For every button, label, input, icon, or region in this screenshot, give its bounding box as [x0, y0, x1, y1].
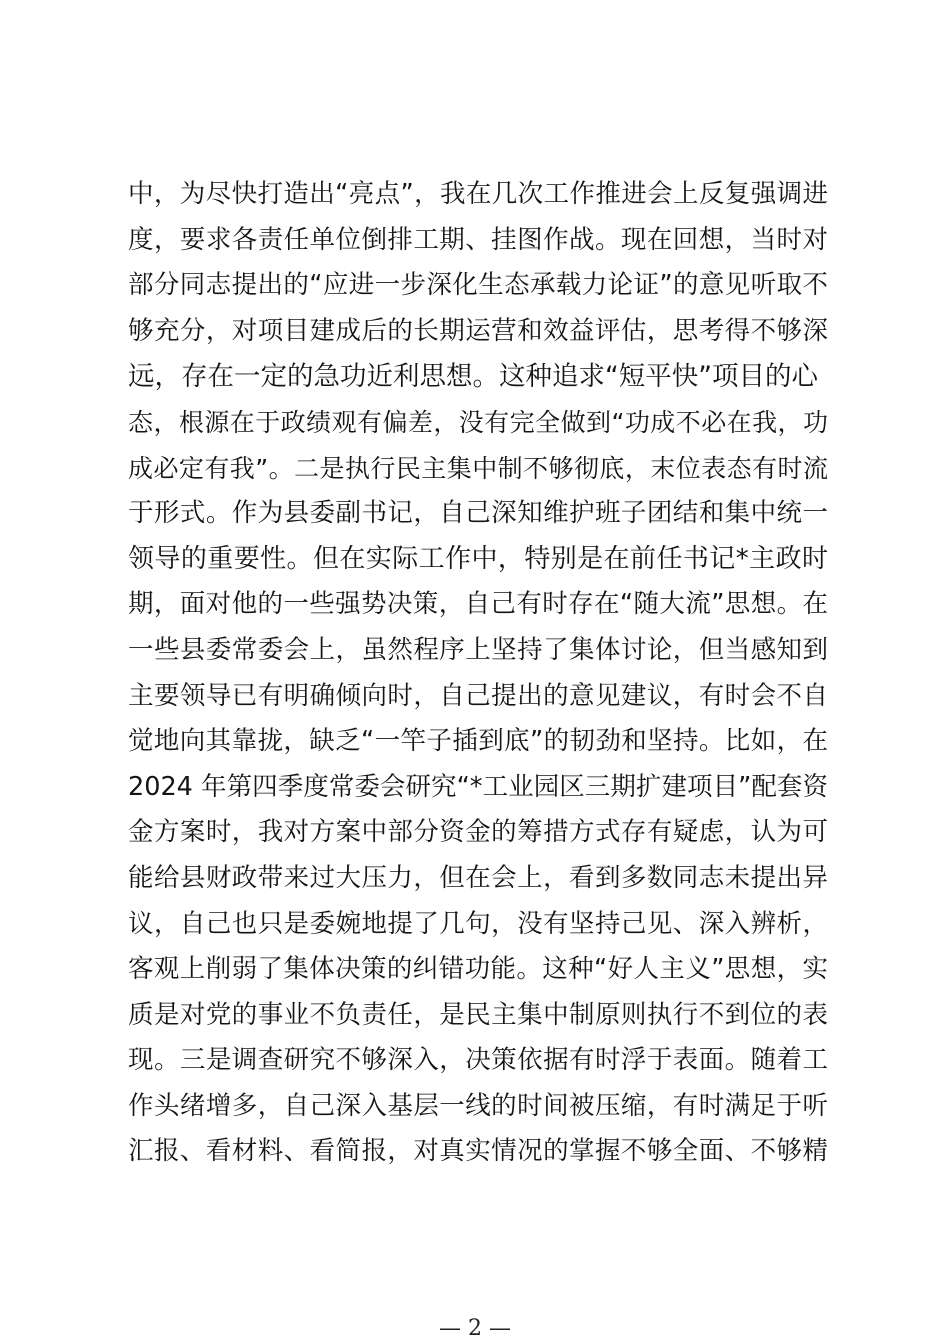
text-line: 2024 年第四季度常委会研究“*工业园区三期扩建项目”配套资: [128, 771, 828, 802]
text-line: 度，要求各责任单位倒排工期、挂图作战。现在回想，当时对: [128, 224, 828, 255]
text-line: 主要领导已有明确倾向时，自己提出的意见建议，有时会不自: [128, 680, 828, 711]
text-line: 远，存在一定的急功近利思想。这种追求“短平快”项目的心: [128, 361, 818, 393]
text-line: 成必定有我”。二是执行民主集中制不够彻底，末位表态有时流: [128, 453, 828, 483]
text-line: 部分同志提出的“应进一步深化生态承载力论证”的意见听取不: [128, 270, 828, 301]
text-line: 金方案时，我对方案中部分资金的筹措方式存有疑虑，认为可: [128, 817, 828, 848]
text-line: 态，根源在于政绩观有偏差，没有完全做到“功成不必在我，功: [128, 407, 828, 437]
text-line: 议，自己也只是委婉地提了几句，没有坚持己见、深入辨析，: [128, 908, 828, 939]
text-line: 作头绪增多，自己深入基层一线的时间被压缩，有时满足于听: [128, 1090, 828, 1121]
text-line: 期，面对他的一些强势决策，自己有时存在“随大流”思想。在: [128, 589, 828, 620]
text-line: 现。三是调查研究不够深入，决策依据有时浮于表面。随着工: [128, 1045, 828, 1076]
text-line: 觉地向其靠拢，缺乏“一竿子插到底”的韧劲和坚持。比如，在: [128, 726, 828, 757]
text-line: 能给县财政带来过大压力，但在会上，看到多数同志未提出异: [128, 862, 828, 893]
text-line: 领导的重要性。但在实际工作中，特别是在前任书记*主政时: [128, 543, 828, 574]
text-line: 一些县委常委会上，虽然程序上坚持了集体讨论，但当感知到: [128, 634, 828, 665]
page-number: — 2 —: [439, 1316, 511, 1341]
body-text: [128, 172, 828, 1175]
text-line: 中，为尽快打造出“亮点”，我在几次工作推进会上反复强调进: [128, 179, 828, 209]
text-line: 汇报、看材料、看简报，对真实情况的掌握不够全面、不够精: [128, 1136, 828, 1167]
text-line: 客观上削弱了集体决策的纠错功能。这种“好人主义”思想，实: [128, 954, 828, 985]
text-line: 够充分，对项目建成后的长期运营和效益评估，思考得不够深: [128, 315, 828, 346]
text-line: 质是对党的事业不负责任，是民主集中制原则执行不到位的表: [128, 999, 828, 1030]
text-line: 于形式。作为县委副书记，自己深知维护班子团结和集中统一: [128, 498, 828, 529]
